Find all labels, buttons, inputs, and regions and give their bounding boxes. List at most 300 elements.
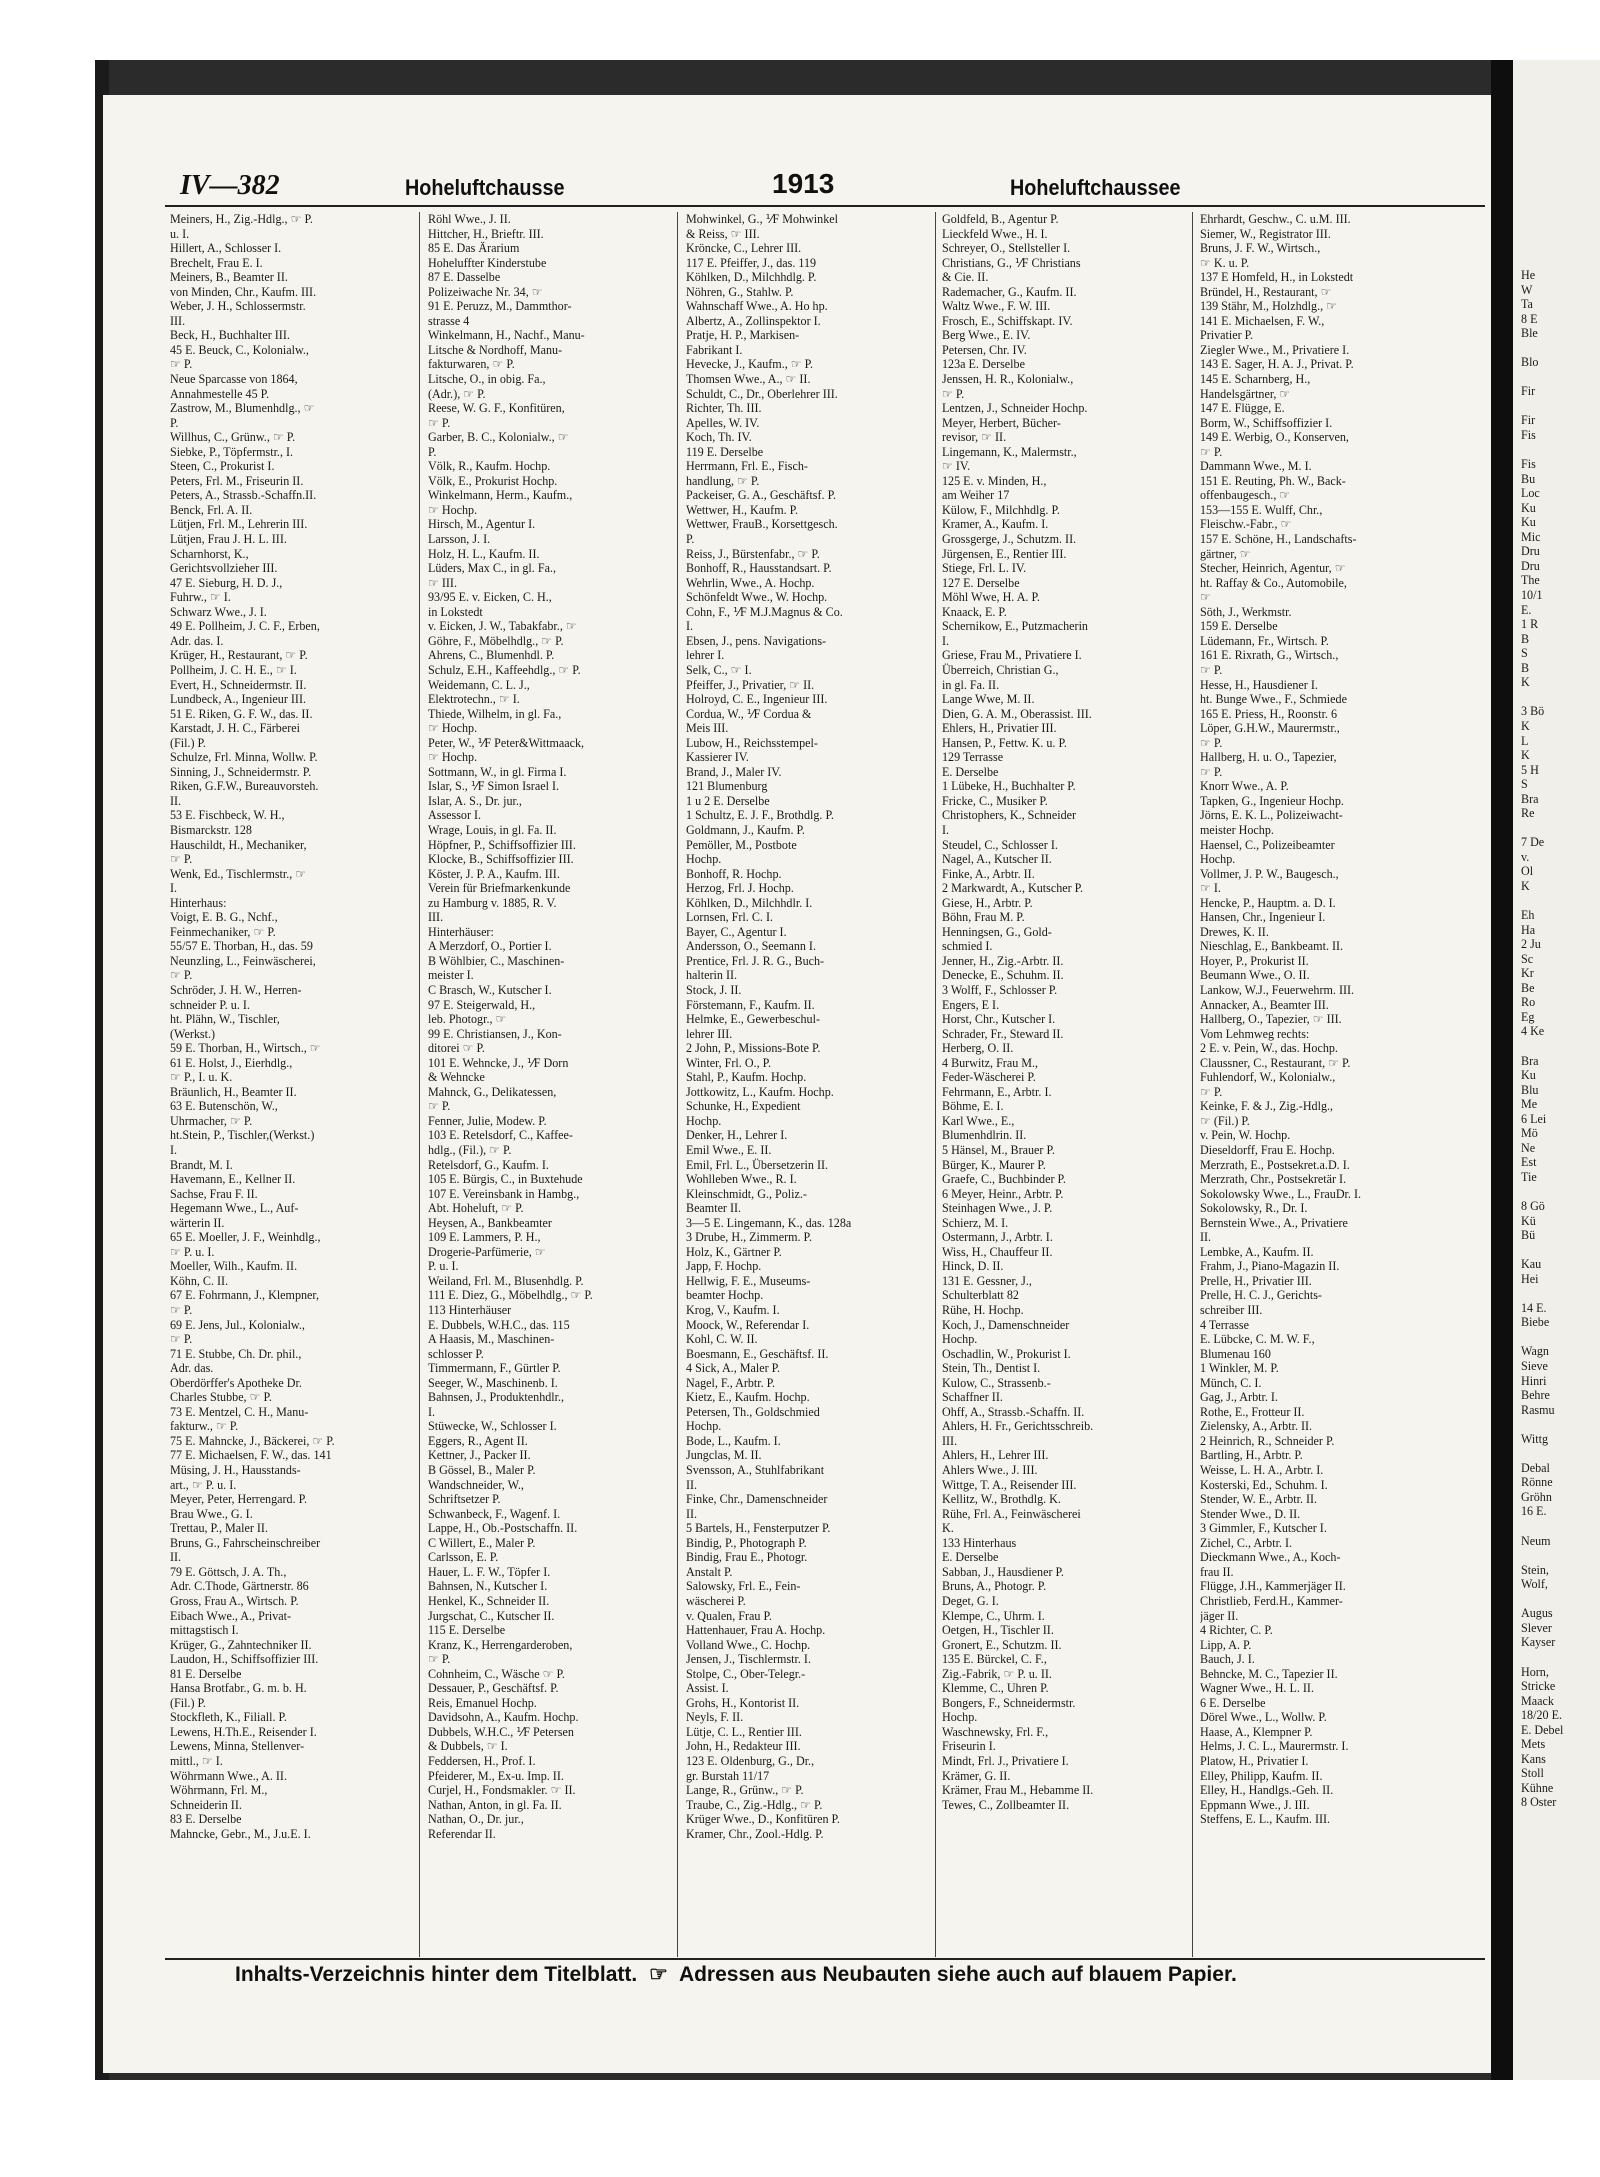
- running-head-left: Hoheluftchausse: [405, 175, 565, 200]
- directory-entry: Hevecke, J., Kaufm., ☞ P.: [686, 357, 814, 372]
- directory-entry: Wagner Wwe., H. L. II.: [1200, 1681, 1314, 1696]
- directory-entry: leb. Photogr., ☞: [428, 1012, 507, 1027]
- directory-entry: Apelles, W. IV.: [686, 415, 760, 430]
- directory-entry: Göhre, F., Möbelhdlg., ☞ P.: [428, 633, 564, 648]
- directory-entry: 151 E. Reuting, Ph. W., Back-: [1200, 473, 1346, 488]
- directory-entry: Wenk, Ed., Tischlermstr., ☞: [170, 866, 307, 881]
- directory-entry: Bräunlich, H., Beamter II.: [170, 1084, 297, 1099]
- directory-entry: 87 E. Dasselbe: [428, 270, 501, 285]
- directory-entry: strasse 4: [428, 313, 470, 328]
- directory-entry: Steudel, C., Schlosser I.: [942, 837, 1058, 852]
- directory-entry: Knorr Wwe., A. P.: [1200, 779, 1289, 794]
- directory-entry: Hauer, L. F. W., Töpfer I.: [428, 1564, 551, 1579]
- column-divider: [677, 212, 678, 1957]
- facing-page-fragment-line: Sieve: [1521, 1359, 1548, 1374]
- directory-entry: Herzog, Frl. J. Hochp.: [686, 881, 794, 896]
- directory-entry: Lieckfeld Wwe., H. I.: [942, 226, 1048, 241]
- directory-entry: 145 E. Scharnberg, H.,: [1200, 372, 1311, 387]
- directory-entry: revisor, ☞ II.: [942, 430, 1007, 445]
- directory-entry: Koch, J., Damenschneider: [942, 1317, 1070, 1332]
- directory-entry: Kettner, J., Packer II.: [428, 1448, 531, 1463]
- directory-entry: Nagel, A., Kutscher II.: [942, 852, 1052, 867]
- directory-entry: Neunzling, L., Feinwäscherei,: [170, 953, 316, 968]
- facing-page-fragment-line: [1521, 1243, 1600, 1258]
- directory-entry: in Lokstedt: [428, 604, 483, 619]
- facing-page-fragment-line: Maack: [1521, 1693, 1554, 1708]
- directory-entry: Weisse, L. H. A., Arbtr. I.: [1200, 1463, 1324, 1478]
- directory-entry: Nieschlag, E., Bankbeamt. II.: [1200, 939, 1344, 954]
- directory-entry: Kassierer IV.: [686, 750, 749, 765]
- directory-entry: wärterin II.: [170, 1215, 225, 1230]
- directory-entry: Trettau, P., Maler II.: [170, 1521, 268, 1536]
- directory-entry: Grossgerge, J., Schutzm. II.: [942, 532, 1077, 547]
- directory-entry: Stecher, Heinrich, Agentur, ☞: [1200, 561, 1346, 576]
- directory-entry: Packeiser, G. A., Geschäftsf. P.: [686, 488, 836, 503]
- footer-index-note: Inhalts-Verzeichnis hinter dem Titelblatt.: [235, 1963, 638, 1986]
- facing-page-fragment-line: Augus: [1521, 1606, 1553, 1621]
- directory-entry: Vollmer, J. P. W., Baugesch.,: [1200, 866, 1339, 881]
- directory-entry: schreiber III.: [1200, 1303, 1263, 1318]
- directory-entry: Peters, Frl. M., Friseurin II.: [170, 473, 304, 488]
- directory-entry: 3 Gimmler, F., Kutscher I.: [1200, 1521, 1327, 1536]
- facing-page-fragment-line: [1521, 1592, 1600, 1607]
- column-divider: [419, 212, 420, 1957]
- directory-entry: Tapken, G., Ingenieur Hochp.: [1200, 793, 1344, 808]
- facing-page-fragment-line: S: [1521, 646, 1528, 661]
- directory-entry: Pollheim, J. C. H. E., ☞ I.: [170, 662, 297, 677]
- facing-page-fragment-line: Fir: [1521, 413, 1536, 428]
- facing-page-fragment-line: Stein,: [1521, 1562, 1549, 1577]
- facing-page-fragment-line: 3 Bö: [1521, 704, 1545, 719]
- directory-entry: Griese, Frau M., Privatiere I.: [942, 648, 1082, 663]
- facing-page-fragment-line: [1521, 370, 1600, 385]
- directory-entry: Beamter II.: [686, 1201, 742, 1216]
- facing-page-fragment-line: [1521, 443, 1600, 458]
- facing-page-fragment-line: 18/20 E.: [1521, 1708, 1562, 1723]
- directory-entry: Feddersen, H., Prof. I.: [428, 1753, 536, 1768]
- directory-entry: 129 Terrasse: [942, 750, 1004, 765]
- directory-entry: Helmke, E., Gewerbeschul-: [686, 1012, 820, 1027]
- directory-entry: Bahnsen, N., Kutscher I.: [428, 1579, 548, 1594]
- directory-entry: Neue Sparcasse von 1864,: [170, 372, 298, 387]
- directory-entry: Weidemann, C. L. J.,: [428, 677, 530, 692]
- directory-entry: Lange, R., Grünw., ☞ P.: [686, 1783, 804, 1798]
- directory-entry: 139 Stähr, M., Holzhdlg., ☞: [1200, 299, 1337, 314]
- directory-entry: Svensson, A., Stuhlfabrikant: [686, 1463, 825, 1478]
- directory-entry: 77 E. Michaelsen, F. W., das. 141: [170, 1448, 332, 1463]
- directory-entry: Zielensky, A., Arbtr. II.: [1200, 1419, 1313, 1434]
- directory-entry: Islar, A. S., Dr. jur.,: [428, 793, 522, 808]
- directory-entry: 4 Burwitz, Frau M.,: [942, 1055, 1039, 1070]
- directory-entry: Bayer, C., Agentur I.: [686, 924, 787, 939]
- directory-entry: ☞ Hochp.: [428, 721, 478, 736]
- column-divider: [1192, 212, 1193, 1957]
- directory-entry: Frosch, E., Schiffskapt. IV.: [942, 313, 1073, 328]
- facing-page-fragment-line: [1521, 399, 1600, 414]
- facing-page-fragment-line: Hei: [1521, 1271, 1539, 1286]
- directory-entry: ditorei ☞ P.: [428, 1041, 485, 1056]
- directory-entry: Fabrikant I.: [686, 342, 743, 357]
- directory-entry: Bindig, Frau E., Photogr.: [686, 1550, 808, 1565]
- directory-entry: u. I.: [170, 226, 190, 241]
- directory-entry: Schröder, J. H. W., Herren-: [170, 982, 302, 997]
- directory-entry: Selk, C., ☞ I.: [686, 662, 752, 677]
- directory-entry: Herrmann, Frl. E., Fisch-: [686, 459, 808, 474]
- facing-page-fragment-line: Horn,: [1521, 1664, 1549, 1679]
- directory-entry: 107 E. Vereinsbank in Hambg.,: [428, 1186, 580, 1201]
- directory-entry: Feinmechaniker, ☞ P.: [170, 924, 276, 939]
- directory-entry: Meis III.: [686, 721, 729, 736]
- directory-entry: Rühe, Frl. A., Feinwäscherei: [942, 1506, 1081, 1521]
- directory-entry: & Wehncke: [428, 1070, 485, 1085]
- directory-entry: Retelsdorf, G., Kaufm. I.: [428, 1157, 549, 1172]
- directory-entry: Cohnheim, C., Wäsche ☞ P.: [428, 1666, 565, 1681]
- directory-entry: Moock, W., Referendar I.: [686, 1317, 810, 1332]
- facing-page-fragment-line: 5 H: [1521, 762, 1539, 777]
- directory-entry: v. Pein, W. Hochp.: [1200, 1128, 1291, 1143]
- directory-entry: Schriftsetzer P.: [428, 1492, 501, 1507]
- directory-entry: Riken, G.F.W., Bureauvorsteh.: [170, 779, 319, 794]
- facing-page-fragment-line: 10/1: [1521, 588, 1543, 603]
- directory-entry: Stüwecke, W., Schlosser I.: [428, 1419, 557, 1434]
- directory-entry: Lornsen, Frl. C. I.: [686, 910, 774, 925]
- directory-entry: ☞ P.: [170, 1303, 193, 1318]
- directory-entry: E. Dubbels, W.H.C., das. 115: [428, 1317, 570, 1332]
- directory-entry: Hellwig, F. E., Museums-: [686, 1273, 811, 1288]
- directory-entry: ☞ P.: [170, 1332, 193, 1347]
- directory-entry: Feder-Wäscherei P.: [942, 1070, 1036, 1085]
- directory-entry: Lewens, Minna, Stellenver-: [170, 1739, 305, 1754]
- directory-entry: hdlg., (Fil.), ☞ P.: [428, 1143, 512, 1157]
- facing-page-fragment-line: Ta: [1521, 297, 1533, 312]
- directory-entry: Köhlken, D., Milchhdlr. I.: [686, 895, 813, 910]
- directory-entry: Gag, J., Arbtr. I.: [1200, 1390, 1278, 1405]
- directory-entry: fakturwaren, ☞ P.: [428, 357, 515, 372]
- directory-entry: 6 E. Derselbe: [1200, 1695, 1266, 1710]
- directory-entry: Böhme, E. I.: [942, 1099, 1004, 1114]
- directory-entry: Lüders, Max C., in gl. Fa.,: [428, 561, 556, 576]
- directory-entry: Gronert, E., Schutzm. II.: [942, 1637, 1062, 1652]
- directory-entry: Stender, W. E., Arbtr. II.: [1200, 1492, 1318, 1507]
- directory-entry: 51 E. Riken, G. F. W., das. II.: [170, 706, 313, 721]
- directory-entry: Pfeiffer, J., Privatier, ☞ II.: [686, 677, 815, 692]
- facing-page-fragment-line: Bu: [1521, 471, 1536, 486]
- directory-entry: Rühe, H. Hochp.: [942, 1303, 1024, 1318]
- directory-entry: Kramer, A., Kaufm. I.: [942, 517, 1049, 532]
- directory-entry: 101 E. Wehncke, J., ⅟F Dorn: [428, 1055, 569, 1070]
- directory-entry: Siebke, P., Töpfermstr., I.: [170, 444, 294, 459]
- directory-entry: Hencke, P., Hauptm. a. D. I.: [1200, 895, 1336, 910]
- directory-entry: Kosterski, Ed., Schuhm. I.: [1200, 1477, 1328, 1492]
- directory-entry: Hoheluffter Kinderstube: [428, 255, 547, 270]
- directory-entry: Lütje, C. L., Rentier III.: [686, 1724, 802, 1739]
- directory-entry: Mohwinkel, G., ⅟F Mohwinkel: [686, 212, 838, 226]
- facing-page-fragment-line: 2 Ju: [1521, 937, 1541, 952]
- directory-entry: Fehrmann, E., Arbtr. I.: [942, 1084, 1052, 1099]
- directory-entry: I.: [428, 1404, 436, 1419]
- directory-entry: Hansen, P., Fettw. K. u. P.: [942, 735, 1067, 750]
- facing-page-fragment-line: [1521, 1039, 1600, 1054]
- footer-new-buildings-note: Adressen aus Neubauten siehe auch auf blauem Papier.: [678, 1963, 1237, 1986]
- directory-entry: ☞ P.: [942, 386, 965, 401]
- directory-entry: Bahnsen, J., Produktenhdlr.,: [428, 1390, 565, 1405]
- directory-entry: Lüdemann, Fr., Wirtsch. P.: [1200, 633, 1329, 648]
- directory-entry: Peters, A., Strassb.-Schaffn.II.: [170, 488, 317, 503]
- directory-entry: mittagstisch I.: [170, 1623, 239, 1638]
- directory-entry: Höpfner, P., Schiffsoffizier III.: [428, 837, 576, 852]
- book-gutter: [1491, 60, 1513, 2080]
- directory-entry: Vom Lehmweg rechts:: [1200, 1026, 1310, 1041]
- directory-entry: 161 E. Rixrath, G., Wirtsch.,: [1200, 648, 1339, 663]
- directory-entry: Köhlken, D., Milchhdlg. P.: [686, 270, 817, 285]
- directory-entry: (Fil.) P.: [170, 735, 206, 750]
- directory-entry: ☞ P.: [1200, 764, 1223, 779]
- directory-entry: P.: [686, 532, 695, 547]
- directory-entry: frau II.: [1200, 1564, 1234, 1579]
- directory-entry: Brechelt, Frau E. I.: [170, 255, 263, 270]
- directory-entry: Polizeiwache Nr. 34, ☞: [428, 284, 543, 299]
- directory-entry: Finke, Chr., Damenschneider: [686, 1492, 828, 1507]
- directory-entry: Zig.-Fabrik, ☞ P. u. II.: [942, 1666, 1052, 1681]
- directory-entry: Brandt, M. I.: [170, 1157, 233, 1172]
- facing-page-fragment-line: 16 E.: [1521, 1504, 1547, 1519]
- directory-entry: Steen, C., Prokurist I.: [170, 459, 275, 474]
- directory-entry: Wandschneider, W.,: [428, 1477, 524, 1492]
- directory-entry: Lundbeck, A., Ingenieur III.: [170, 692, 307, 707]
- directory-entry: Lappe, H., Ob.-Postschaffn. II.: [428, 1521, 578, 1536]
- directory-entry: Zastrow, M., Blumenhdlg., ☞: [170, 401, 315, 416]
- facing-page-fragment-line: Kans: [1521, 1751, 1546, 1766]
- facing-page-fragment-line: K: [1521, 675, 1530, 690]
- directory-entry: 5 Bartels, H., Fensterputzer P.: [686, 1521, 831, 1536]
- directory-entry: halterin II.: [686, 968, 738, 983]
- directory-entry: 99 E. Christiansen, J., Kon-: [428, 1026, 562, 1041]
- facing-page-fragment-line: B: [1521, 660, 1530, 675]
- facing-page-fragment-line: Be: [1521, 980, 1535, 995]
- directory-entry: Ehlers, H., Privatier III.: [942, 721, 1057, 736]
- directory-entry: Herberg, O. II.: [942, 1041, 1014, 1056]
- directory-entry: 73 E. Mentzel, C. H., Manu-: [170, 1404, 309, 1419]
- facing-page-fragment-line: 6 Lei: [1521, 1111, 1547, 1126]
- directory-entry: gärtner, ☞: [1200, 546, 1251, 561]
- directory-entry: Külow, F., Milchhdlg. P.: [942, 502, 1060, 517]
- directory-entry: Kellitz, W., Brothdlg. K.: [942, 1492, 1061, 1507]
- directory-entry: Schrader, Fr., Steward II.: [942, 1026, 1064, 1041]
- facing-page-fragment-line: Rönne: [1521, 1475, 1553, 1490]
- directory-entry: Ahlers, H., Lehrer III.: [942, 1448, 1049, 1463]
- directory-entry: Haase, A., Klempner P.: [1200, 1724, 1313, 1739]
- directory-entry: 85 E. Das Ärarium: [428, 241, 520, 256]
- directory-entry: Wrage, Louis, in gl. Fa. II.: [428, 822, 557, 837]
- directory-entry: Wehrlin, Wwe., A. Hochp.: [686, 575, 815, 590]
- directory-entry: Münch, C. I.: [1200, 1375, 1262, 1390]
- directory-entry: handlung, ☞ P.: [686, 473, 760, 488]
- directory-entry: II.: [170, 793, 182, 808]
- directory-entry: Albertz, A., Zollinspektor I.: [686, 313, 821, 328]
- directory-entry: Ahlers, H. Fr., Gerichtsschreib.: [942, 1419, 1094, 1434]
- directory-entry: Winkelmann, H., Nachf., Manu-: [428, 328, 585, 343]
- page-number: IV—382: [180, 170, 280, 201]
- directory-entry: Bongers, F., Schneidermstr.: [942, 1695, 1076, 1710]
- directory-entry: 45 E. Beuck, C., Kolonialw.,: [170, 342, 309, 357]
- directory-entry: & Cie. II.: [942, 270, 989, 285]
- facing-page-fragment-line: [1521, 1184, 1600, 1199]
- directory-entry: P. u. I.: [428, 1259, 459, 1274]
- directory-entry: 61 E. Holst, J., Eierhdlg.,: [170, 1055, 293, 1070]
- facing-page-fragment-line: S: [1521, 777, 1528, 792]
- facing-page-fragment-line: 8 E: [1521, 311, 1538, 326]
- facing-page-fragment-line: Neum: [1521, 1533, 1551, 1548]
- directory-entry: v. Qualen, Frau P.: [686, 1608, 772, 1623]
- directory-entry: I.: [942, 633, 950, 648]
- directory-entry: Bismarckstr. 128: [170, 822, 252, 837]
- directory-entry: Überreich, Christian G.,: [942, 662, 1059, 677]
- directory-entry: Kohl, C. W. II.: [686, 1332, 758, 1347]
- directory-entry: Davidsohn, A., Kaufm. Hochp.: [428, 1710, 579, 1725]
- directory-entry: Hirsch, M., Agentur I.: [428, 517, 536, 532]
- directory-entry: meister I.: [428, 968, 474, 983]
- directory-entry: Lingemann, K., Malermstr.,: [942, 444, 1077, 459]
- directory-entry: Prelle, H., Privatier III.: [1200, 1273, 1312, 1288]
- directory-entry: 127 E. Derselbe: [942, 575, 1020, 590]
- directory-entry: Drewes, K. II.: [1200, 924, 1269, 939]
- directory-entry: Annacker, A., Beamter III.: [1200, 997, 1329, 1012]
- directory-entry: I.: [942, 822, 950, 837]
- directory-entry: Lubow, H., Reichsstempel-: [686, 735, 818, 750]
- directory-entry: Uhrmacher, ☞ P.: [170, 1113, 253, 1128]
- directory-entry: Deget, G. I.: [942, 1593, 999, 1608]
- directory-entry: Jurgschat, C., Kutscher II.: [428, 1608, 555, 1623]
- facing-page-fragment-line: [1521, 1286, 1600, 1301]
- directory-entry: ☞ P.: [1200, 735, 1223, 750]
- directory-entry: Drogerie-Parfümerie, ☞: [428, 1244, 546, 1259]
- directory-entry: Stolpe, C., Ober-Telegr.-: [686, 1666, 806, 1681]
- directory-entry: Klemme, C., Uhren P.: [942, 1681, 1049, 1696]
- directory-entry: Kleinschmidt, G., Poliz.-: [686, 1186, 807, 1201]
- directory-entry: 147 E. Flügge, E.: [1200, 401, 1285, 416]
- directory-entry: Stockfleth, K., Filiall. P.: [170, 1710, 287, 1725]
- directory-entry: Berg Wwe., E. IV.: [942, 328, 1031, 343]
- directory-entry: Volland Wwe., C. Hochp.: [686, 1637, 811, 1652]
- facing-page-fragment-line: K: [1521, 878, 1530, 893]
- facing-page-fragment-line: [1521, 1330, 1600, 1345]
- directory-entry: Stock, J. II.: [686, 982, 742, 997]
- facing-page-fragment-line: Me: [1521, 1097, 1538, 1112]
- directory-entry: Waltz Wwe., F. W. III.: [942, 299, 1051, 314]
- address-column-1: [170, 212, 410, 1957]
- directory-entry: John, H., Redakteur III.: [686, 1739, 801, 1754]
- directory-entry: Ebsen, J., pens. Navigations-: [686, 633, 827, 648]
- directory-entry: Cordua, W., ⅟F Cordua &: [686, 706, 812, 721]
- directory-entry: Rademacher, G., Kaufm. II.: [942, 284, 1077, 299]
- directory-entry: Bartling, H., Arbtr. P.: [1200, 1448, 1303, 1463]
- directory-entry: Stahl, P., Kaufm. Hochp.: [686, 1070, 807, 1085]
- facing-page-fragment-line: The: [1521, 573, 1540, 588]
- directory-entry: 121 Blumenburg: [686, 779, 768, 794]
- directory-entry: Willhus, C., Grünw., ☞ P.: [170, 430, 296, 445]
- directory-entry: Reese, W. G. F., Konfitüren,: [428, 401, 565, 416]
- facing-page-fragment-line: Ro: [1521, 995, 1536, 1010]
- directory-entry: 67 E. Fohrmann, J., Klempner,: [170, 1288, 319, 1303]
- directory-entry: Hochp.: [1200, 852, 1236, 867]
- directory-entry: Bernstein Wwe., A., Privatiere: [1200, 1215, 1348, 1230]
- directory-entry: von Minden, Chr., Kaufm. III.: [170, 284, 317, 299]
- directory-entry: in gl. Fa. II.: [942, 677, 1000, 692]
- directory-entry: Dien, G. A. M., Oberassist. III.: [942, 706, 1092, 721]
- facing-page-fragment-line: Bra: [1521, 791, 1539, 806]
- directory-entry: Nathan, Anton, in gl. Fa. II.: [428, 1797, 562, 1812]
- directory-entry: Lankow, W.J., Feuerwehrm. III.: [1200, 982, 1355, 997]
- facing-page-fragment-line: Kr: [1521, 966, 1534, 981]
- directory-entry: 1 Schultz, E. J. F., Brothdlg. P.: [686, 808, 834, 823]
- address-column-3: [686, 212, 926, 1957]
- directory-entry: 3 Wolff, F., Schlosser P.: [942, 982, 1058, 997]
- directory-entry: 125 E. v. Minden, H.,: [942, 473, 1047, 488]
- facing-page-fragment-line: Hinri: [1521, 1373, 1547, 1388]
- directory-entry: schneider P. u. I.: [170, 997, 250, 1012]
- directory-entry: Schaffner II.: [942, 1390, 1003, 1405]
- directory-entry: II.: [1200, 1230, 1212, 1245]
- directory-entry: Sinning, J., Schneidermstr. P.: [170, 764, 312, 779]
- directory-entry: Blumenhdlrin. II.: [942, 1128, 1027, 1143]
- directory-entry: ☞ I.: [1200, 881, 1221, 896]
- directory-entry: Benck, Frl. A. II.: [170, 502, 253, 517]
- directory-entry: Hansen, Chr., Ingenieur I.: [1200, 910, 1326, 925]
- directory-entry: Behncke, M. C., Tapezier II.: [1200, 1666, 1338, 1681]
- directory-entry: Dörel Wwe., L., Wollw. P.: [1200, 1710, 1327, 1725]
- directory-entry: Winter, Frl. O., P.: [686, 1055, 772, 1070]
- directory-entry: 4 Sick, A., Maler P.: [686, 1361, 781, 1376]
- facing-page-fragment-line: Kühne: [1521, 1780, 1554, 1795]
- directory-entry: Engers, E I.: [942, 997, 1000, 1012]
- directory-entry: ☞ III.: [428, 575, 457, 590]
- directory-entry: Schernikow, E., Putzmacherin: [942, 619, 1088, 634]
- directory-entry: Bürger, K., Maurer P.: [942, 1157, 1046, 1172]
- facing-page-fragment-line: Bra: [1521, 1053, 1539, 1068]
- facing-page-fragment-line: E. Debel: [1521, 1722, 1564, 1737]
- directory-entry: Nathan, O., Dr. jur.,: [428, 1812, 524, 1827]
- directory-entry: Gerichtsvollzieher III.: [170, 561, 278, 576]
- facing-page-fragment-line: [1521, 821, 1600, 836]
- directory-entry: Weiland, Frl. M., Blusenhdlg. P.: [428, 1273, 584, 1288]
- directory-entry: 71 E. Stubbe, Ch. Dr. phil.,: [170, 1346, 302, 1361]
- directory-entry: ☞ P.: [1200, 1084, 1223, 1099]
- facing-page-fragment-line: Mets: [1521, 1737, 1546, 1752]
- directory-entry: Referendar II.: [428, 1826, 496, 1841]
- facing-page-fragment-line: Gröhn: [1521, 1489, 1552, 1504]
- directory-entry: Dieseldorff, Frau E. Hochp.: [1200, 1143, 1335, 1157]
- page-footer: [235, 1962, 1237, 1987]
- directory-entry: Söth, J., Werkmstr.: [1200, 604, 1292, 619]
- directory-entry: Mindt, Frl. J., Privatiere I.: [942, 1753, 1069, 1768]
- directory-entry: Wöhrmann, Frl. M.,: [170, 1783, 268, 1798]
- directory-entry: 3—5 E. Lingemann, K., das. 128a: [686, 1215, 852, 1230]
- directory-entry: & Dubbels, ☞ I.: [428, 1739, 508, 1754]
- directory-entry: 59 E. Thorban, H., Wirtsch., ☞: [170, 1041, 321, 1056]
- directory-entry: Helms, J. C. L., Maurermstr. I.: [1200, 1739, 1349, 1754]
- directory-entry: ☞ K. u. P.: [1200, 255, 1250, 270]
- facing-page-fragment-line: Kau: [1521, 1257, 1542, 1272]
- directory-entry: Krämer, Frau M., Hebamme II.: [942, 1783, 1094, 1798]
- directory-entry: Ohff, A., Strassb.-Schaffn. II.: [942, 1404, 1085, 1419]
- address-column-4: [942, 212, 1182, 1957]
- directory-entry: Lewens, H.Th.E., Reisender I.: [170, 1724, 317, 1739]
- directory-entry: Völk, R., Kaufm. Hochp.: [428, 459, 551, 474]
- directory-entry: 153—155 E. Wulff, Chr.,: [1200, 502, 1323, 517]
- facing-page-fragment-line: [1521, 1548, 1600, 1563]
- facing-page-fragment-line: Bü: [1521, 1228, 1536, 1243]
- directory-entry: Traube, C., Zig.-Hdlg., ☞ P.: [686, 1797, 823, 1812]
